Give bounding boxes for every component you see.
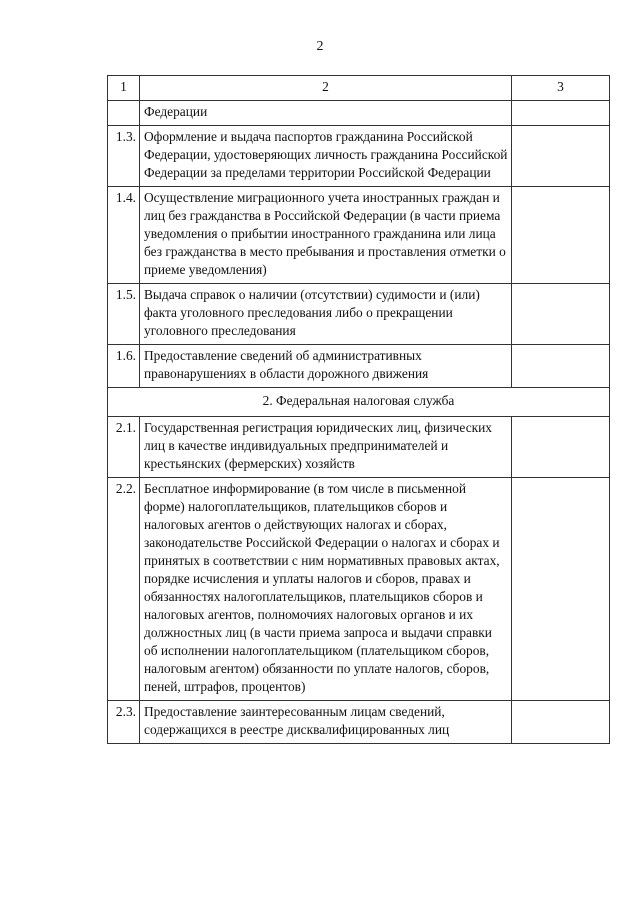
- service-description: Выдача справок о наличии (отсутствии) судимости и (или) факта уголовного преследования либо о прекращении уголовного преследования: [140, 284, 512, 345]
- row-number: 2.3.: [108, 701, 140, 744]
- section-heading: 2. Федеральная налоговая служба: [108, 388, 610, 417]
- row-number: 2.1.: [108, 417, 140, 478]
- column-3-cell: [512, 284, 610, 345]
- column-3-cell: [512, 126, 610, 187]
- row-number: 1.3.: [108, 126, 140, 187]
- service-description: Предоставление сведений об административных правонарушениях в области дорожного движения: [140, 345, 512, 388]
- header-cell-3: 3: [512, 76, 610, 101]
- column-3-cell: [512, 478, 610, 701]
- table-header-row: [108, 76, 610, 101]
- service-description: Федерации: [140, 101, 512, 126]
- service-description: Предоставление заинтересованным лицам сведений, содержащихся в реестре дисквалифицированных лиц: [140, 701, 512, 744]
- row-number: 1.5.: [108, 284, 140, 345]
- column-3-cell: [512, 417, 610, 478]
- table-row: [108, 345, 610, 388]
- column-3-cell: [512, 345, 610, 388]
- service-description: Государственная регистрация юридических лиц, физических лиц в качестве индивидуальных предпринимателей и крестьянских (фермерских) хозяйств: [140, 417, 512, 478]
- table-row: [108, 284, 610, 345]
- service-description: Бесплатное информирование (в том числе в письменной форме) налогоплательщиков, плательщиков сборов и налоговых агентов о действующих налогах и сборах, законодательстве Российской Федерации о налогах и сборах и принятых в соответствии с ним нормативных правовых актах, порядке исчисления и уплаты налогов и сборов, правах и обязанностях налогоплательщиков, плательщиков сборов и налоговых агентов, полномочиях налоговых органов и их должностных лиц (в части приема запроса и выдачи справки об исполнении налогоплательщиком (плательщиком сборов, налоговым агентом) обязанности по уплате налогов, сборов, пеней, штрафов, процентов): [140, 478, 512, 701]
- column-3-cell: [512, 101, 610, 126]
- services-table: [107, 75, 610, 744]
- row-number: 2.2.: [108, 478, 140, 701]
- header-cell-1: 1: [108, 76, 140, 101]
- service-description: Оформление и выдача паспортов гражданина Российской Федерации, удостоверяющих личность гражданина Российской Федерации за пределами территории Российской Федерации: [140, 126, 512, 187]
- table-row: [108, 101, 610, 126]
- table-row: [108, 701, 610, 744]
- header-cell-2: 2: [140, 76, 512, 101]
- service-description: Осуществление миграционного учета иностранных граждан и лиц без гражданства в Российской Федерации (в части приема уведомления о прибытии иностранного гражданина или лица без гражданства в место пребывания и проставления отметки о приеме уведомления): [140, 187, 512, 284]
- row-number: [108, 101, 140, 126]
- page-number: 2: [316, 39, 324, 54]
- row-number: 1.6.: [108, 345, 140, 388]
- table-row: [108, 187, 610, 284]
- table-row: [108, 417, 610, 478]
- table-row: [108, 126, 610, 187]
- column-3-cell: [512, 187, 610, 284]
- section-heading-row: [108, 388, 610, 417]
- row-number: 1.4.: [108, 187, 140, 284]
- table-row: [108, 478, 610, 701]
- column-3-cell: [512, 701, 610, 744]
